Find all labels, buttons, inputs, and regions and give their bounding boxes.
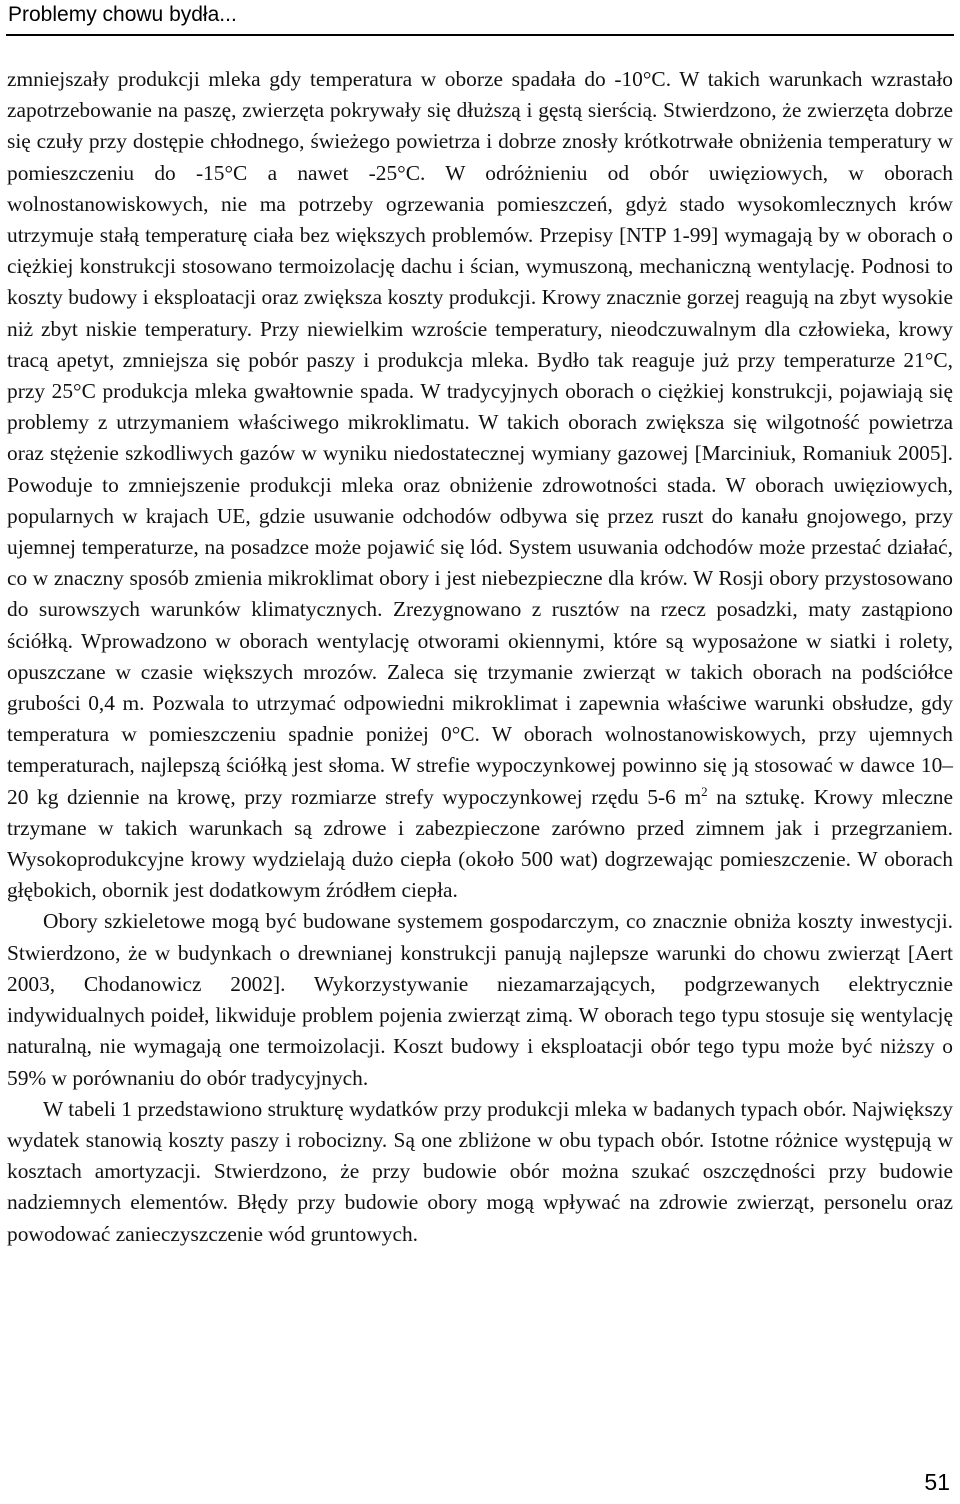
paragraph-1-text: zmniejszały produkcji mleka gdy temperatura w oborze spadała do -10°C. W takich warunkach wzrastało zapotrzebowanie na paszę, zwierzęta pokrywały się dłuższą i gęstą sierścią. Stwierdzono, że zwierzęta dobrze się czuły przy dostępie chłodnego, świeżego powietrza i dobrze znosły krótkotrwałe obniżenia temperatury w pomieszczeniu do -15°C a nawet -25°C. W odróżnieniu od obór uwięziowych, w oborach wolnostanowiskowych, nie ma potrzeby ogrzewania pomieszczeń, gdyż stado wysokomlecznych krów utrzymuje stałą temperaturę ciała bez większych problemów. Przepisy [NTP 1-99] wymagają by w oborach o ciężkiej konstrukcji stosowano termoizolację dachu i ścian, wymuszoną, mechaniczną wentylację. Podnosi to koszty budowy i eksploatacji oraz zwiększa koszty produkcji. Krowy znacznie gorzej reagują na zbyt wysokie niż zbyt niskie temperatury. Przy niewielkim wzroście temperatury, nieodczuwalnym dla człowieka, krowy tracą apetyt, zmniejsza się pobór paszy i produkcja mleka. Bydło tak reaguje już przy temperaturze 21°C, przy 25°C produkcja mleka gwałtownie spada. W tradycyjnych oborach o ciężkiej konstrukcji, pojawiają się problemy z utrzymaniem właściwego mikroklimatu. W takich oborach zwiększa się wilgotność powietrza oraz stężenie szkodliwych gazów w wyniku niedostatecznej wymiany gazowej [Marciniuk, Romaniuk 2005]. Powoduje to zmniejszenie produkcji mleka oraz obniżenie zdrowotności stada. W oborach uwięziowych, popularnych w krajach UE, gdzie usuwanie odchodów odbywa się przez ruszt do kanału gnojowego, przy ujemnej temperaturze, na posadzce może pojawić się lód. System usuwania odchodów może przestać działać, co w znaczny sposób zmienia mikroklimat obory i jest niebezpieczne dla krów. W Rosji obory przystosowano do surowszych warunków klimatycznych. Zrezygnowano z rusztów na rzecz posadzki, maty zastąpiono ściółką. Wprowadzono w oborach wentylację otworami okiennymi, które są wyposażone w siatki i rolety, opuszczane w czasie większych mrozów. Zaleca się trzymanie zwierząt w takich oborach na podściółce grubości 0,4 m. Pozwala to utrzymać odpowiedni mikroklimat i zapewnia właściwe warunki obsłudze, gdy temperatura w pomieszczeniu spadnie poniżej 0°C. W oborach wolnostanowiskowych, przy ujemnych temperaturach, najlepszą ściółką jest słoma. W strefie wypoczynkowej powinno się ją stosować w dawce 10–20 kg dziennie na krowę, przy rozmiarze strefy wypoczynkowej rzędu 5-6 m xyxy=(7,67,953,809)
header-rule xyxy=(6,34,954,36)
paragraph-1 xyxy=(7,64,953,906)
page-number: 51 xyxy=(924,1469,950,1495)
article-body xyxy=(7,64,953,1250)
paragraph-2: Obory szkieletowe mogą być budowane systemem gospodarczym, co znacznie obniża koszty inwestycji. Stwierdzono, że w budynkach o drewnianej konstrukcji panują najlepsze warunki do chowu zwierząt [Aert 2003, Chodanowicz 2002]. Wykorzystywanie niezamarzających, podgrzewanych elektrycznie indywidualnych poideł, likwiduje problem pojenia zwierząt zimą. W oborach tego typu stosuje się wentylację naturalną, nie wymagają one termoizolacji. Koszt budowy i eksploatacji obór tego typu może być niższy o 59% w porównaniu do obór tradycyjnych. xyxy=(7,909,953,1090)
paragraph-1-end: na sztukę. Krowy mleczne trzymane w takich warunkach są zdrowe i zabezpieczone zarówno przed zimnem jak i przegrzaniem. Wysokoprodukcyjne krowy wydzielają dużo ciepła (około 500 wat) dogrzewając pomieszczenie. W oborach głębokich, obornik jest dodatkowym źródłem ciepła. xyxy=(7,784,953,903)
paragraph-3: W tabeli 1 przedstawiono strukturę wydatków przy produkcji mleka w badanych typach obór. Największy wydatek stanowią koszty paszy i robocizny. Są one zbliżone w obu typach obór. Istotne różnice występują w kosztach amortyzacji. Stwierdzono, że przy budowie obór można szukać oszczędności przy budowie nadziemnych elementów. Błędy przy budowie obory mogą wpływać na zdrowie zwierząt, personelu oraz powodować zanieczyszczenie wód gruntowych. xyxy=(7,1096,953,1246)
superscript-2: 2 xyxy=(701,783,708,799)
running-header-title: Problemy chowu bydła... xyxy=(8,3,237,26)
